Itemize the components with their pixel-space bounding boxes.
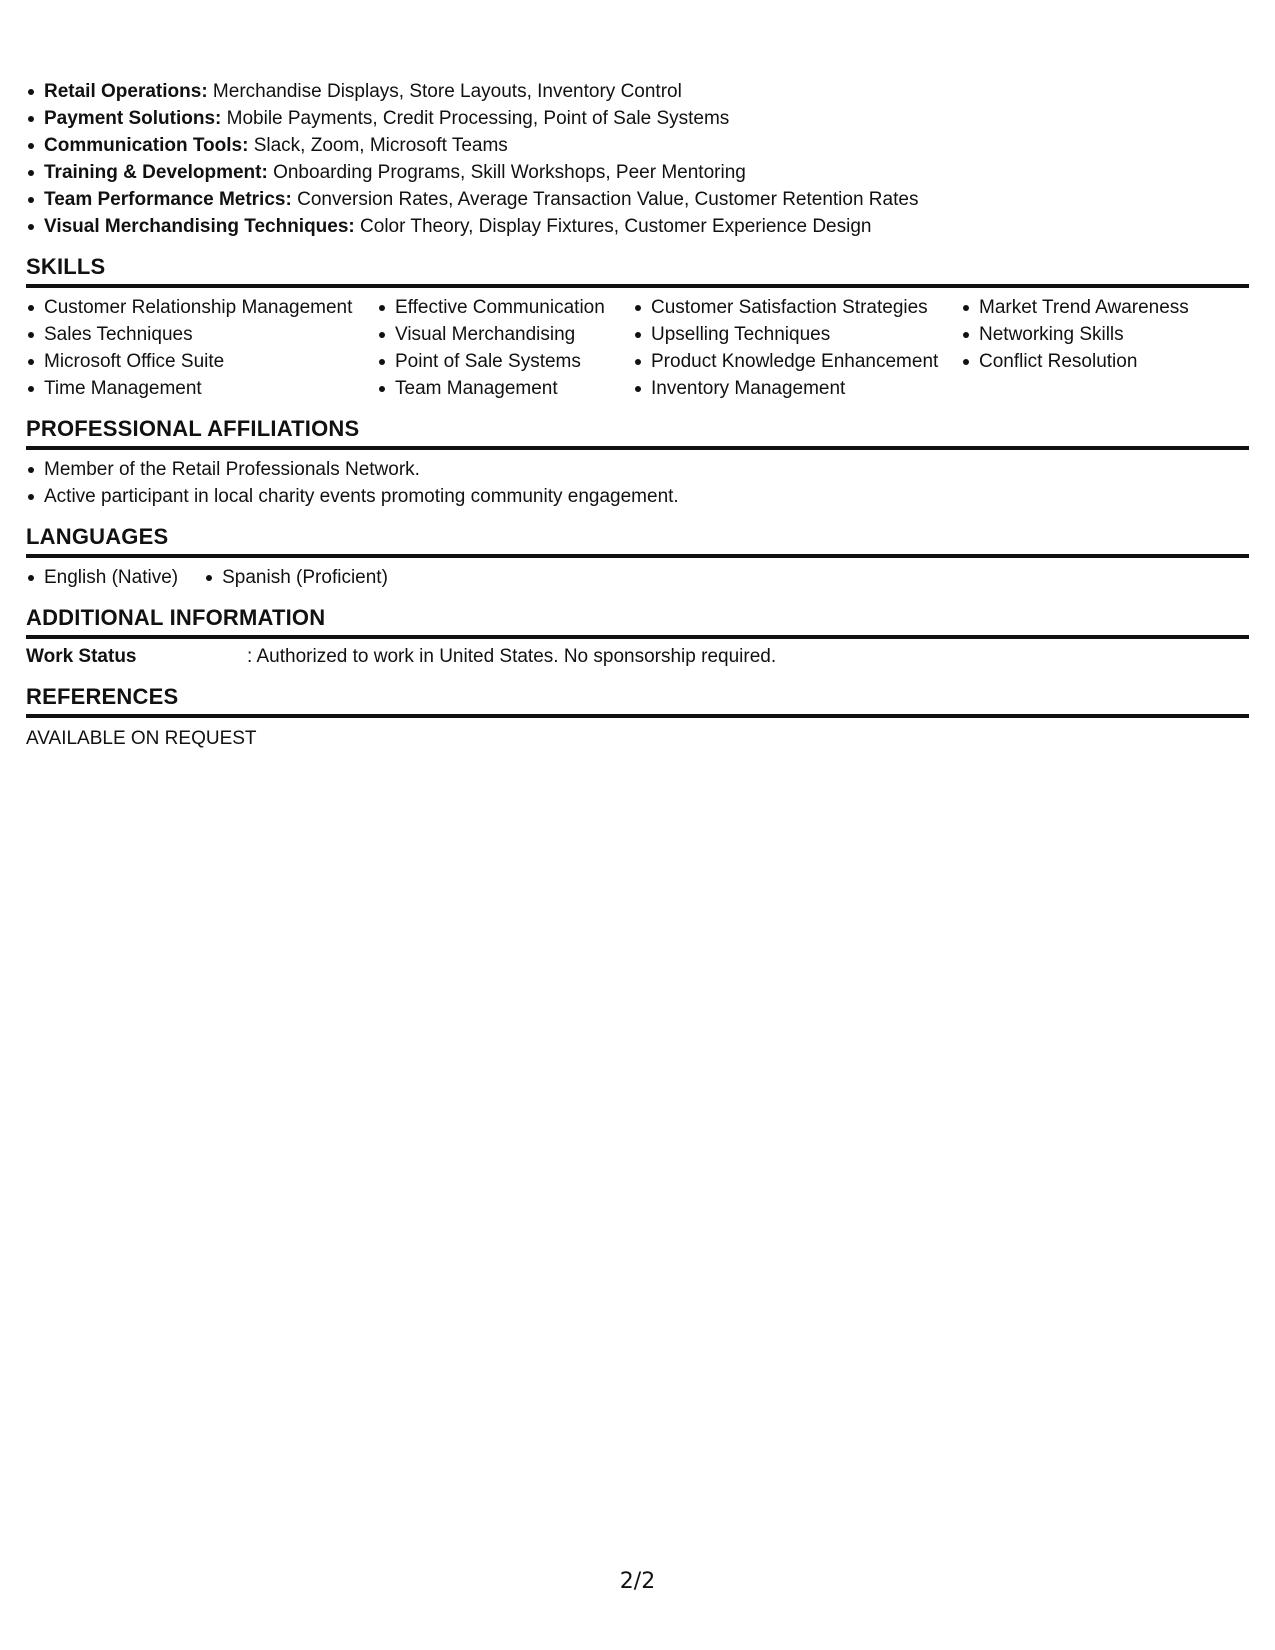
- affiliations-list: [26, 450, 1249, 510]
- list-item: Visual Merchandising: [377, 321, 633, 348]
- list-item: Active participant in local charity events promoting community engagement.: [26, 483, 1249, 510]
- skill-category-label: Team Performance Metrics:: [44, 189, 292, 210]
- list-item: [26, 78, 1249, 105]
- list-item: [26, 159, 1249, 186]
- resume-page-2: [26, 78, 1249, 752]
- additional-info-heading: ADDITIONAL INFORMATION: [26, 605, 1249, 639]
- skills-column: [961, 294, 1249, 402]
- skills-column: [26, 294, 377, 402]
- work-status-row: [26, 639, 1249, 670]
- list-item: Networking Skills: [961, 321, 1249, 348]
- skill-category-detail: Conversion Rates, Average Transaction Value, Customer Retention Rates: [291, 189, 919, 210]
- list-item: Effective Communication: [377, 294, 633, 321]
- skill-category-detail: Slack, Zoom, Microsoft Teams: [248, 135, 508, 156]
- skill-category-detail: Onboarding Programs, Skill Workshops, Peer Mentoring: [267, 162, 746, 183]
- languages-list: [26, 558, 1249, 591]
- list-item: Market Trend Awareness: [961, 294, 1249, 321]
- list-item: Team Management: [377, 375, 633, 402]
- list-item: Time Management: [26, 375, 377, 402]
- skill-category-label: Training & Development:: [44, 162, 268, 183]
- skills-grid: [26, 288, 1249, 402]
- work-status-value: : Authorized to work in United States. No sponsorship required.: [247, 646, 777, 667]
- list-item: [26, 186, 1249, 213]
- list-item: [26, 105, 1249, 132]
- additional-info-section: [26, 605, 1249, 670]
- languages-section: [26, 524, 1249, 591]
- list-item: Inventory Management: [633, 375, 961, 402]
- list-item: Spanish (Proficient): [204, 564, 388, 591]
- skills-column: [377, 294, 633, 402]
- list-item: [26, 213, 1249, 240]
- skill-category-detail: Merchandise Displays, Store Layouts, Inventory Control: [207, 81, 682, 102]
- skill-category-label: Communication Tools:: [44, 135, 249, 156]
- skill-category-detail: Color Theory, Display Fixtures, Customer Experience Design: [354, 216, 872, 237]
- skill-category-detail: Mobile Payments, Credit Processing, Point of Sale Systems: [221, 108, 730, 129]
- list-item: Customer Satisfaction Strategies: [633, 294, 961, 321]
- skills-section: [26, 254, 1249, 402]
- affiliations-heading: PROFESSIONAL AFFILIATIONS: [26, 416, 1249, 450]
- list-item: English (Native): [26, 564, 178, 591]
- list-item: Customer Relationship Management: [26, 294, 377, 321]
- list-item: Microsoft Office Suite: [26, 348, 377, 375]
- skill-category-label: Visual Merchandising Techniques:: [44, 216, 355, 237]
- list-item: [26, 132, 1249, 159]
- technical-skills-list: [26, 78, 1249, 240]
- skills-column: [633, 294, 961, 402]
- list-item: Product Knowledge Enhancement: [633, 348, 961, 375]
- languages-heading: LANGUAGES: [26, 524, 1249, 558]
- list-item: Point of Sale Systems: [377, 348, 633, 375]
- affiliations-section: [26, 416, 1249, 510]
- skill-category-label: Retail Operations:: [44, 81, 208, 102]
- list-item: Upselling Techniques: [633, 321, 961, 348]
- skills-heading: SKILLS: [26, 254, 1249, 288]
- work-status-label: Work Status: [26, 646, 137, 667]
- references-heading: REFERENCES: [26, 684, 1249, 718]
- references-text: AVAILABLE ON REQUEST: [26, 728, 257, 749]
- list-item: Member of the Retail Professionals Network.: [26, 456, 1249, 483]
- list-item: Sales Techniques: [26, 321, 377, 348]
- list-item: Conflict Resolution: [961, 348, 1249, 375]
- page-number: 2/2: [619, 1569, 656, 1594]
- skill-category-label: Payment Solutions:: [44, 108, 222, 129]
- references-section: [26, 684, 1249, 752]
